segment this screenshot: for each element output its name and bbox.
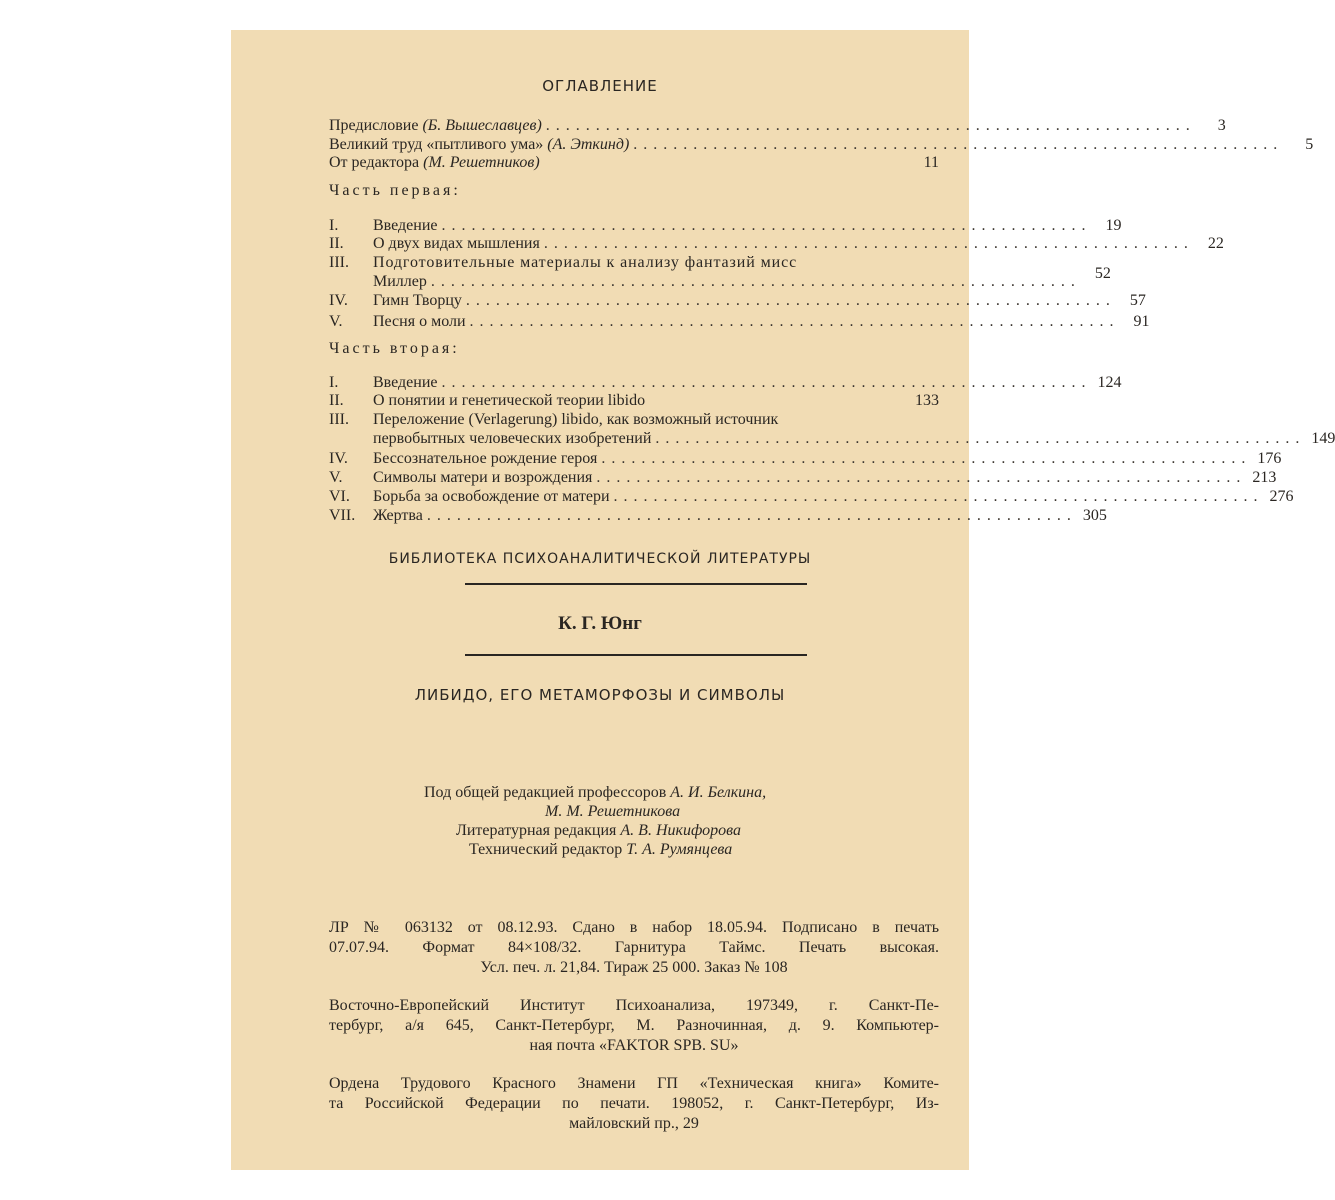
imprint-line: майловский пр., 29: [569, 1115, 699, 1132]
toc-entry-page: 149: [1311, 430, 1335, 447]
toc-entry-number: IV.: [329, 292, 348, 309]
leader-dots: .................................................................: [596, 469, 1247, 486]
toc-entry-number: II.: [329, 392, 344, 409]
toc-entry: [329, 410, 939, 429]
toc-entry-title: Бессознательное рождение героя: [373, 450, 598, 467]
toc-entry-title: Жертва: [373, 507, 423, 524]
toc-entry-page: 176: [1257, 450, 1282, 467]
toc-entry-author: (Б. Вышеславцев): [422, 117, 542, 134]
imprint-line: Усл. печ. л. 21,84. Тираж 25 000. Заказ № 108: [480, 959, 788, 976]
toc-entry-title: Введение: [373, 374, 438, 391]
leader-dots: .................................................................: [469, 313, 1120, 330]
toc-entry-number: V.: [329, 313, 343, 330]
toc-entry-author: (А. Эткинд): [547, 136, 630, 153]
toc-entry-title: Введение: [373, 217, 438, 234]
toc-entry-page: 22: [1207, 235, 1224, 252]
imprint-line: Восточно-Европейский Институт Психоанализа, 197349, г. Санкт-Пе-: [329, 997, 939, 1014]
toc-entry-continuation: [329, 265, 1111, 291]
book-page: [231, 30, 1335, 1170]
divider-rule: [465, 583, 807, 585]
credit-line: [469, 841, 732, 859]
toc-entry: [329, 468, 1277, 487]
toc-entry: [329, 135, 1314, 154]
imprint-line: ная почта «FAKTOR SPB. SU»: [529, 1037, 739, 1054]
toc-entry-page: 124: [1097, 374, 1122, 391]
credit-role: Технический редактор: [469, 841, 627, 858]
toc-entry-title: Борьба за освобождение от матери: [373, 488, 610, 505]
toc-entry: [329, 391, 939, 410]
leader-dots: .................................................................: [543, 235, 1194, 252]
credit-person: М. М. Решетникова: [545, 803, 681, 820]
divider-rule: [465, 654, 807, 656]
toc-entry-number: I.: [329, 217, 339, 234]
imprint-paragraph: [329, 996, 939, 1056]
credit-person: А. И. Белкина,: [670, 784, 767, 801]
imprint-line: 07.07.94. Формат 84×108/32. Гарнитура Таймс. Печать высокая.: [329, 939, 939, 956]
book-title: ЛИБИДО, ЕГО МЕТАМОРФОЗЫ И СИМВОЛЫ: [414, 686, 786, 704]
toc-entry: [329, 291, 1146, 310]
leader-dots: .................................................................: [430, 273, 1081, 290]
toc-entry-title-cont: Миллер: [373, 273, 427, 290]
toc-entry: [329, 253, 939, 272]
credit-role: Литературная редакция: [456, 822, 621, 839]
imprint-paragraph: [329, 918, 939, 978]
toc-entry-page: 305: [1082, 507, 1107, 524]
imprint-line: Ордена Трудового Красного Знамени ГП «Техническая книга» Комите-: [329, 1075, 939, 1092]
toc-entry-title: Символы матери и возрождения: [373, 469, 593, 486]
toc-entry-number: II.: [329, 235, 344, 252]
toc-entry-page: 5: [1305, 136, 1314, 153]
toc-entry-continuation: [329, 429, 1335, 448]
leader-dots: .................................................................: [655, 430, 1306, 447]
imprint-line: та Российской Федерации по печати. 198052, г. Санкт-Петербург, Из-: [329, 1095, 939, 1112]
leader-dots: .................................................................: [441, 374, 1092, 391]
toc-entry-page: 19: [1105, 217, 1122, 234]
series-title: БИБЛИОТЕКА ПСИХОАНАЛИТИЧЕСКОЙ ЛИТЕРАТУРЫ: [388, 551, 812, 567]
toc-entry: [329, 449, 1282, 468]
toc-entry-number: IV.: [329, 450, 348, 467]
toc-entry: [329, 116, 1226, 135]
credit-line: [456, 822, 741, 840]
imprint-line: ЛР № 063132 от 08.12.93. Сдано в набор 18.05.94. Подписано в печать: [329, 919, 939, 936]
toc-entry-title: Великий труд «пытливого ума»: [329, 136, 548, 153]
toc-entry-number: III.: [329, 411, 349, 428]
leader-dots: .................................................................: [465, 292, 1116, 309]
toc-entry-page: 91: [1133, 313, 1150, 330]
toc-entry-page: 213: [1252, 469, 1277, 486]
part-heading: Часть вторая:: [329, 340, 460, 357]
toc-entry-page: 57: [1129, 292, 1146, 309]
toc-entry-number: I.: [329, 374, 339, 391]
toc-entry-number: V.: [329, 469, 343, 486]
toc-entry-number: III.: [329, 254, 349, 271]
part-heading: Часть первая:: [329, 182, 461, 199]
toc-entry-number: VII.: [329, 507, 356, 524]
imprint-paragraph: [329, 1074, 939, 1134]
toc-entry: [329, 234, 1224, 253]
toc-entry-title: О двух видах мышления: [373, 235, 540, 252]
leader-dots: .................................................................: [545, 117, 1196, 134]
leader-dots: .................................................................: [441, 217, 1092, 234]
toc-entry-title-cont: первобытных человеческих изобретений: [373, 430, 652, 447]
leader-dots: .................................................................: [601, 450, 1252, 467]
toc-entry: [329, 216, 1122, 235]
toc-entry-number: VI.: [329, 488, 350, 505]
credit-person: А. В. Никифорова: [620, 822, 741, 839]
toc-entry-author: (М. Решетников): [423, 154, 540, 171]
toc-entry-page: 133: [915, 392, 939, 409]
toc-entry-title: От редактора: [329, 154, 424, 171]
toc-title: ОГЛАВЛЕНИЕ: [542, 77, 658, 95]
toc-entry: [329, 373, 1122, 392]
toc-entry-title: Переложение (Verlagerung) libido, как возможный источник: [373, 411, 779, 428]
leader-dots: .................................................................: [633, 136, 1284, 153]
leader-dots: .................................................................: [613, 488, 1264, 505]
toc-entry-page: 52: [1094, 265, 1111, 282]
toc-entry-title: Песня о моли: [373, 313, 466, 330]
toc-entry: [329, 153, 939, 172]
toc-entry: [329, 487, 1294, 506]
toc-entry: [329, 506, 1107, 525]
toc-entry-title: О понятии и генетической теории libido: [373, 392, 646, 409]
credit-line: [424, 784, 766, 802]
toc-entry: [329, 312, 1150, 331]
credit-line: [545, 803, 680, 821]
book-author: К. Г. Юнг: [558, 613, 642, 634]
credit-role: Под общей редакцией профессоров: [424, 784, 671, 801]
imprint-line: тербург, а/я 645, Санкт-Петербург, М. Разночинная, д. 9. Компьютер-: [329, 1017, 939, 1034]
leader-dots: .................................................................: [426, 507, 1077, 524]
toc-entry-title: Предисловие: [329, 117, 423, 134]
toc-entry-page: 3: [1217, 117, 1226, 134]
toc-entry-page: 11: [923, 154, 939, 171]
toc-entry-title: Подготовительные материалы к анализу фантазий мисс: [373, 254, 798, 271]
toc-entry-title: Гимн Творцу: [373, 292, 462, 309]
credit-person: Т. А. Румянцева: [626, 841, 733, 858]
toc-entry-page: 276: [1269, 488, 1294, 505]
